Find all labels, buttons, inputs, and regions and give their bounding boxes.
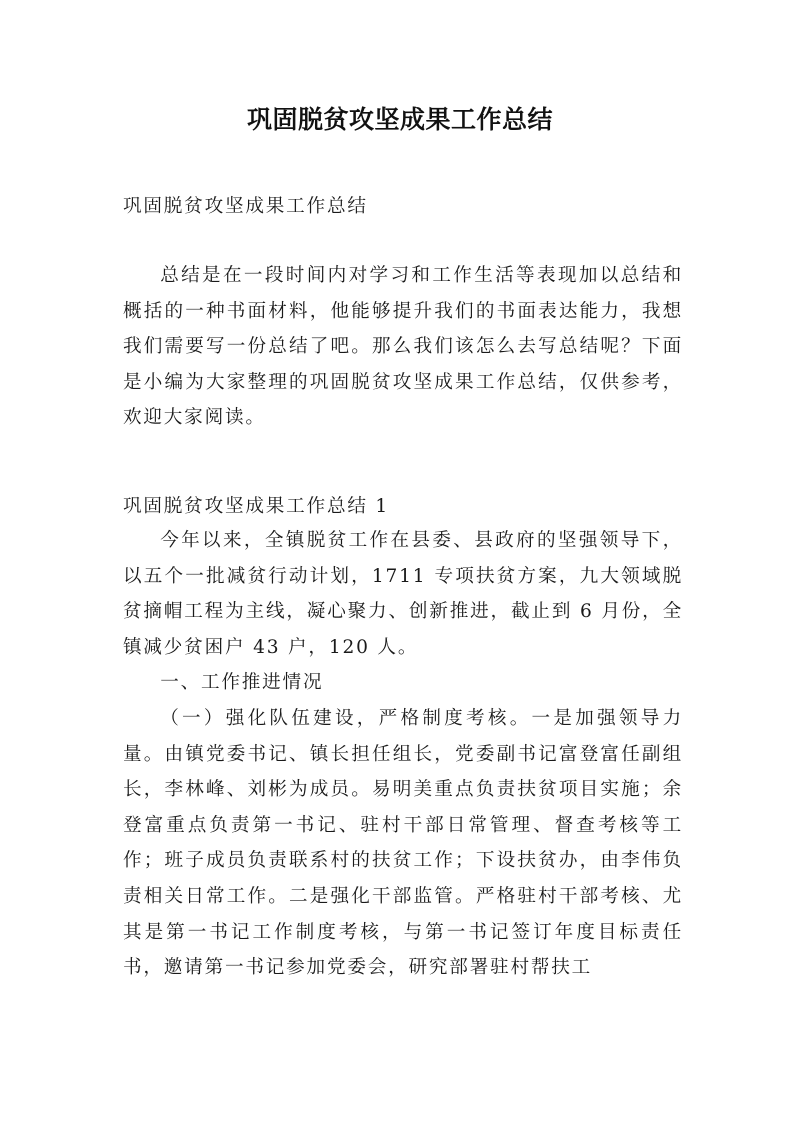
document-subtitle: 巩固脱贫攻坚成果工作总结 bbox=[123, 196, 368, 217]
section-heading: 巩固脱贫攻坚成果工作总结 1 bbox=[123, 496, 390, 517]
section-paragraph-team-building: （一）强化队伍建设，严格制度考核。一是加强领导力量。由镇党委书记、镇长担任组长，党委副书记富登富任副组长，李林峰、刘彬为成员。易明美重点负责扶贫项目实施；余登富重点负责第一书记、驻村干部日常管理、督查考核等工作；班子成员负责联系村的扶贫工作；下设扶贫办，由李伟负责相关日常工作。二是强化干部监管。严格驻村干部考核、尤其是第一书记工作制度考核，与第一书记签订年度目标责任书，邀请第一书记参加党委会，研究部署驻村帮扶工 bbox=[123, 707, 683, 979]
section-body bbox=[123, 523, 683, 986]
section-paragraph-summary: 今年以来，全镇脱贫工作在县委、县政府的坚强领导下，以五个一批减贫行动计划，1711 专项扶贫方案，九大领域脱贫摘帽工程为主线，凝心聚力、创新推进，截止到 6 月份，全镇减少贫困户 43 户，120 人。 bbox=[123, 530, 683, 658]
section-subheading-progress: 一、工作推进情况 bbox=[160, 672, 324, 694]
intro-paragraph: 总结是在一段时间内对学习和工作生活等表现加以总结和概括的一种书面材料，他能够提升我们的书面表达能力，我想我们需要写一份总结了吧。那么我们该怎么去写总结呢？下面是小编为大家整理的巩固脱贫攻坚成果工作总结，仅供参考，欢迎大家阅读。 bbox=[123, 265, 683, 429]
document-title: 巩固脱贫攻坚成果工作总结 bbox=[246, 105, 553, 134]
